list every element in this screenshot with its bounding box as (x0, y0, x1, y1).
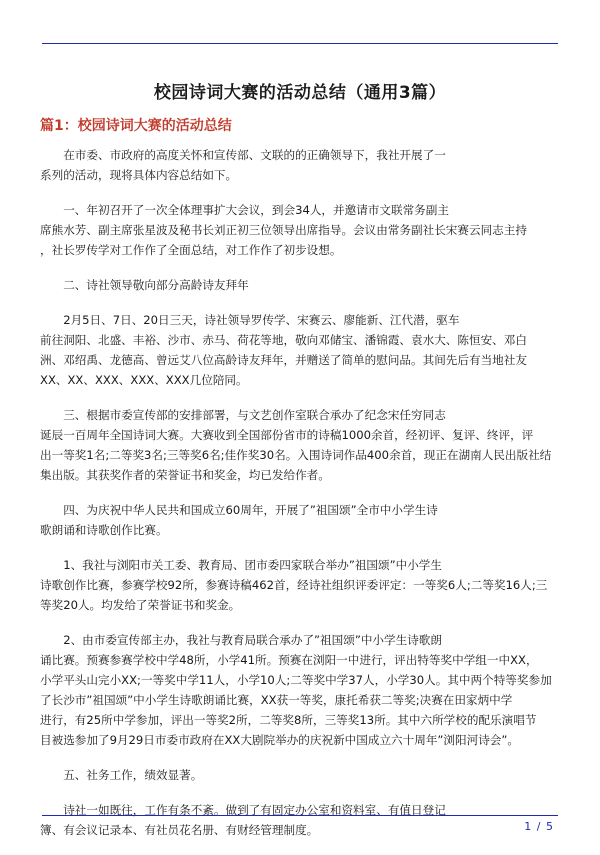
header-rule (42, 43, 558, 44)
paragraph (40, 275, 560, 295)
paragraph-line: 在市委、市政府的高度关怀和宣传部、文联的的正确领导下，我社开展了一 (40, 148, 446, 162)
paragraph-line: 五、社务工作，绩效显著。 (40, 768, 203, 782)
paragraph-line: 诗歌创作比赛，参赛学校92所，参赛诗稿462首，经诗社组织评委评定：一等奖6人;二等奖16人;三 (40, 578, 548, 592)
paragraph-line: 二、诗社领导敬向部分高龄诗友拜年 (40, 278, 249, 292)
paragraph-line: 席熊水芳、副主席张星波及秘书长刘正初三位领导出席指导。会议由常务副社长宋赛云同志主持 (40, 223, 527, 237)
paragraph-line: 三、根据市委宣传部的安排部署，与文艺创作室联合承办了纪念宋任穷同志 (40, 408, 446, 422)
paragraph-line: 出一等奖1名;二等奖3名;三等奖6名;佳作奖30名。入围诗词作品400余首，现正在湖南人民出版社结 (40, 448, 552, 462)
paragraph (40, 405, 560, 485)
paragraph-line: 等奖20人。均发给了荣誉证书和奖金。 (40, 598, 241, 612)
paragraph-line: 前往洞阳、北盛、丰裕、沙市、赤马、荷花等地，敬向邓储宝、潘锦霞、袁水大、陈恒安、邓白 (40, 333, 527, 347)
footer-rule (42, 815, 558, 816)
paragraph-line: 2月5日、7日、20日三天，诗社领导罗传学、宋赛云、廖能新、江代潜，驱车 (40, 313, 460, 327)
paragraph-line: 诵比赛。预赛参赛学校中学48所，小学41所。预赛在浏阳一中进行，评出特等奖中学组一中XX， (40, 653, 538, 667)
paragraph-line: XX、XX、XXX、XXX、XXX几位陪同。 (40, 373, 248, 387)
paragraph (40, 200, 560, 260)
paragraph (40, 630, 560, 750)
paragraph-line: 目被选参加了9月29日市委市政府在XX大剧院举办的庆祝新中国成立六十周年”浏阳河诗会”。 (40, 733, 519, 747)
document-title: 校园诗词大赛的活动总结（通用3篇） (153, 83, 447, 103)
paragraph-line: 四、为庆祝中华人民共和国成立60周年，开展了”祖国颂”全市中小学生诗 (40, 503, 438, 517)
paragraph-line: 一、年初召开了一次全体理事扩大会议，到会34人，并邀请市文联常务副主 (40, 203, 449, 217)
paragraph-line: 歌朗诵和诗歌创作比赛。 (40, 523, 168, 537)
page-number: 1 / 5 (524, 820, 554, 833)
paragraph (40, 500, 560, 540)
paragraph-line: 集出版。其获奖作者的荣誉证书和奖金，均已发给作者。 (40, 468, 330, 482)
paragraph-line: ，社长罗传学对工作作了全面总结，对工作作了初步设想。 (40, 243, 342, 257)
paragraph (40, 310, 560, 390)
paragraph-line: 了长沙市”祖国颂”中小学生诗歌朗诵比赛，XX获一等奖，康托希获二等奖;决赛在田家炳中学 (40, 693, 513, 707)
paragraph-line: 进行，有25所中学参加，评出一等奖2所，二等奖8所，三等奖13所。其中六所学校的配乐演唱节 (40, 713, 537, 727)
paragraph (40, 555, 560, 615)
paragraph (40, 765, 560, 785)
paragraph-line: 系列的活动，现将具体内容总结如下。 (40, 168, 238, 182)
paragraph-line: 簿、有会议记录本、有社员花名册、有财经管理制度。 (40, 823, 319, 837)
paragraph-line: 小学平头山完小XX;一等奖中学11人，小学10人;二等奖中学37人，小学30人。其中两个特等奖参加 (40, 673, 552, 687)
paragraph-line: 2、由市委宣传部主办，我社与教育局联合承办了”祖国颂”中小学生诗歌朗 (40, 633, 442, 647)
document-body (40, 145, 560, 855)
paragraph (40, 145, 560, 185)
paragraph-line: 诞辰一百周年全国诗词大赛。大赛收到全国部份省市的诗稿1000余首，经初评、复评、终评，评 (40, 428, 534, 442)
paragraph-line: 洲、邓绍禹、龙德高、曾远艾八位高龄诗友拜年，并赠送了简单的慰问品。其间先后有当地社友 (40, 353, 527, 367)
section-heading: 篇1：校园诗词大赛的活动总结 (40, 118, 232, 134)
paragraph-line: 诗社一如既往，工作有条不紊。做到了有固定办公室和资料室、有值日登记 (40, 803, 446, 817)
paragraph-line: 1、我社与浏阳市关工委、教育局、团市委四家联合举办”祖国颂”中小学生 (40, 558, 442, 572)
paragraph (40, 800, 560, 840)
